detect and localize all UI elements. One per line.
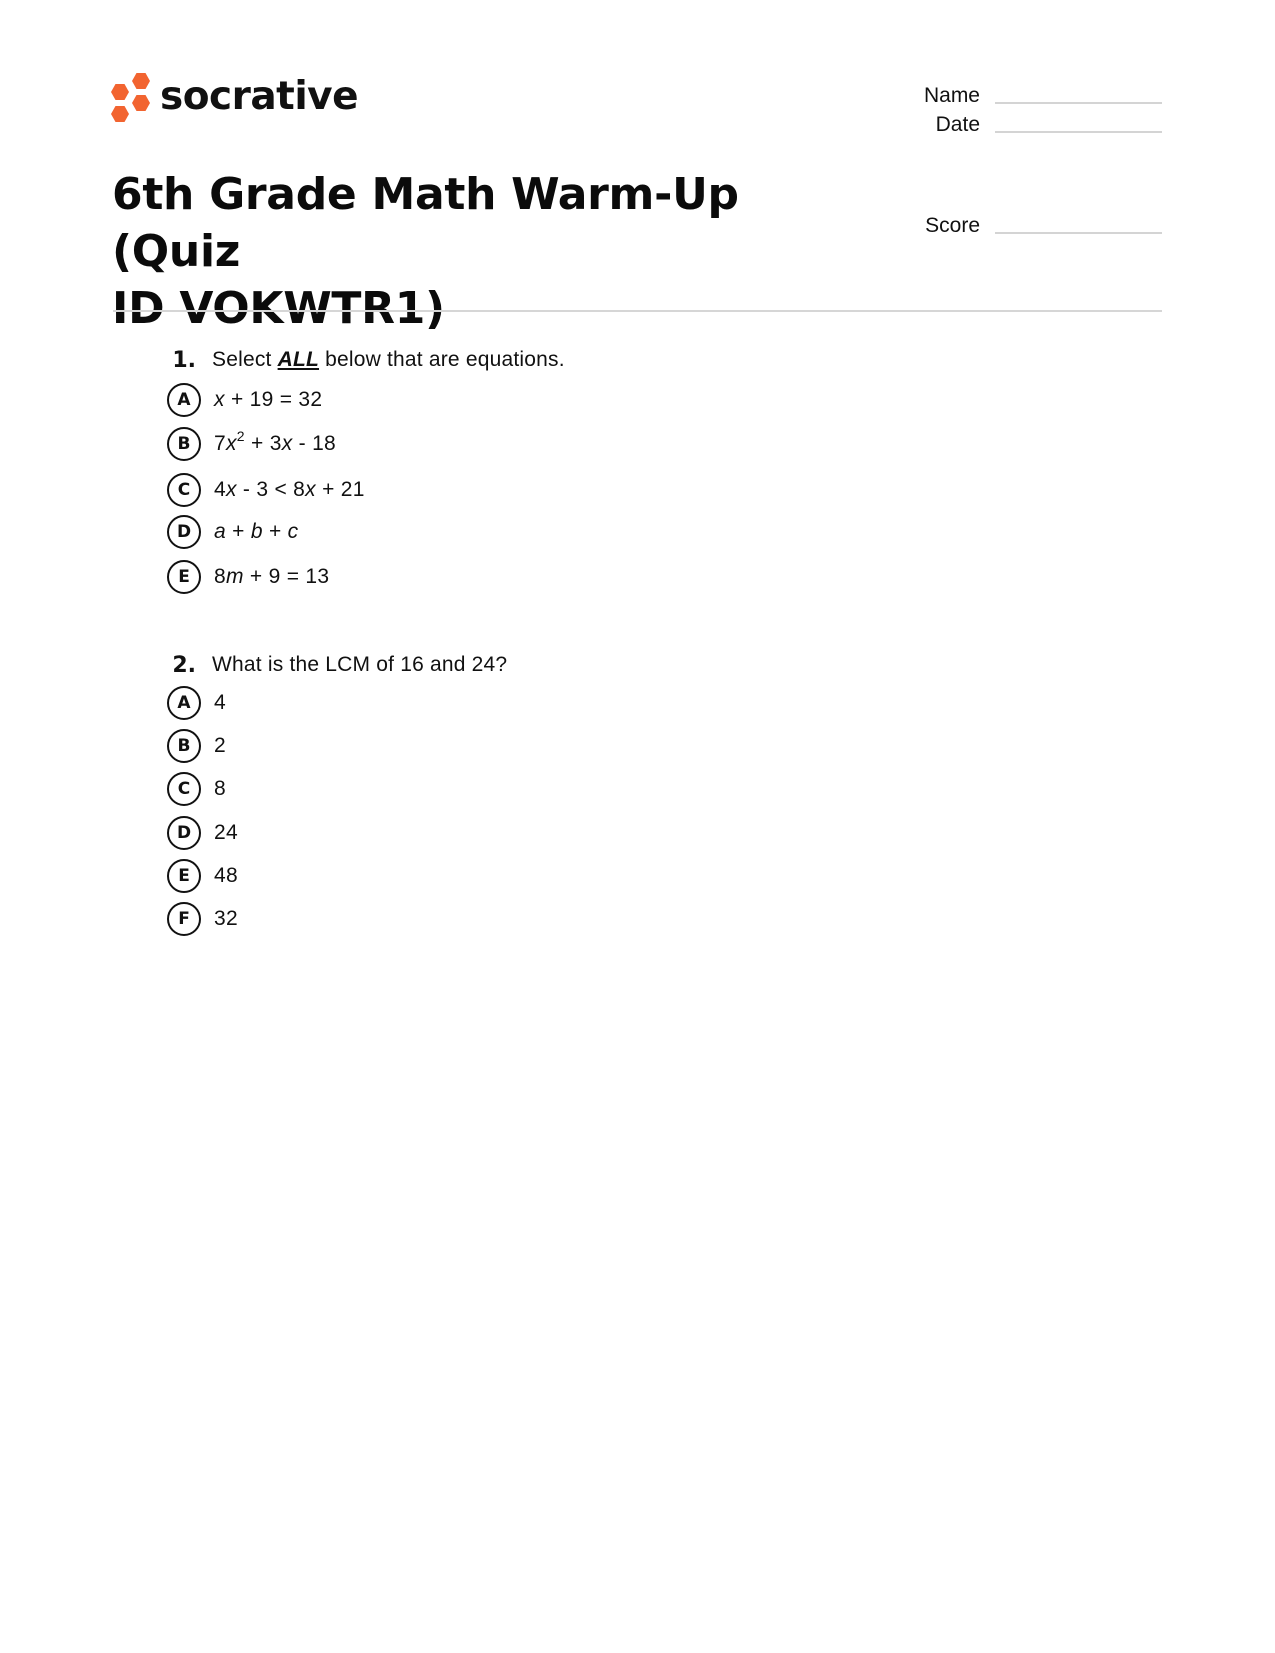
option-bubble[interactable]: B xyxy=(167,427,201,461)
q1-option-e[interactable] xyxy=(167,560,329,594)
date-label: Date xyxy=(935,113,980,136)
option-bubble[interactable]: C xyxy=(167,772,201,806)
question-text: Select ALL below that are equations. xyxy=(212,348,565,371)
option-bubble[interactable]: D xyxy=(167,816,201,850)
name-label: Name xyxy=(923,84,980,107)
q2-option-c[interactable] xyxy=(167,772,226,806)
q2-option-e[interactable] xyxy=(167,859,238,893)
option-text: a + b + c xyxy=(214,520,299,543)
date-field[interactable] xyxy=(880,105,1162,135)
q2-option-b[interactable] xyxy=(167,729,226,763)
title-line-2: ID VOKWTR1) xyxy=(112,283,445,334)
option-bubble[interactable]: F xyxy=(167,902,201,936)
q2-option-d[interactable] xyxy=(167,816,238,850)
q1-option-b[interactable] xyxy=(167,427,336,461)
option-text: 24 xyxy=(214,821,238,844)
q2-option-f[interactable] xyxy=(167,902,238,936)
option-text: 4 xyxy=(214,691,226,714)
question-number: 1. xyxy=(172,347,196,373)
q1-option-d[interactable] xyxy=(167,515,298,549)
option-text: 32 xyxy=(214,907,238,930)
question-2 xyxy=(150,650,507,680)
socrative-logo xyxy=(110,72,358,124)
emphasis-all: ALL xyxy=(277,348,320,371)
option-bubble[interactable]: D xyxy=(167,515,201,549)
option-text: 8m + 9 = 13 xyxy=(214,565,330,588)
q2-option-a[interactable] xyxy=(167,686,226,720)
option-text: 2 xyxy=(214,734,226,757)
option-text: 48 xyxy=(214,864,238,887)
question-text: What is the LCM of 16 and 24? xyxy=(212,653,508,676)
score-field[interactable] xyxy=(880,206,1162,236)
option-bubble[interactable]: E xyxy=(167,560,201,594)
option-bubble[interactable]: B xyxy=(167,729,201,763)
option-bubble[interactable]: E xyxy=(167,859,201,893)
option-text: $7x^2 + 3x - 18$ xyxy=(214,428,337,455)
logo-wordmark: socrative xyxy=(160,73,359,119)
header-divider xyxy=(113,310,1162,312)
hexagon-logo-icon xyxy=(110,72,152,124)
question-number: 2. xyxy=(172,652,196,678)
option-text: 4x - 3 < 8x + 21 xyxy=(214,478,365,501)
title-line-1: 6th Grade Math Warm-Up (Quiz xyxy=(112,169,739,277)
name-line[interactable] xyxy=(995,102,1162,104)
score-label: Score xyxy=(925,214,980,237)
date-line[interactable] xyxy=(995,131,1162,133)
option-bubble[interactable]: A xyxy=(167,686,201,720)
question-1 xyxy=(150,345,565,375)
name-field[interactable] xyxy=(880,76,1162,106)
q1-option-a[interactable] xyxy=(167,383,322,417)
option-bubble[interactable]: C xyxy=(167,473,201,507)
option-bubble[interactable]: A xyxy=(167,383,201,417)
option-text: x + 19 = 32 xyxy=(214,388,323,411)
q1-option-c[interactable] xyxy=(167,473,365,507)
score-line[interactable] xyxy=(995,232,1162,234)
option-text: 8 xyxy=(214,777,226,800)
